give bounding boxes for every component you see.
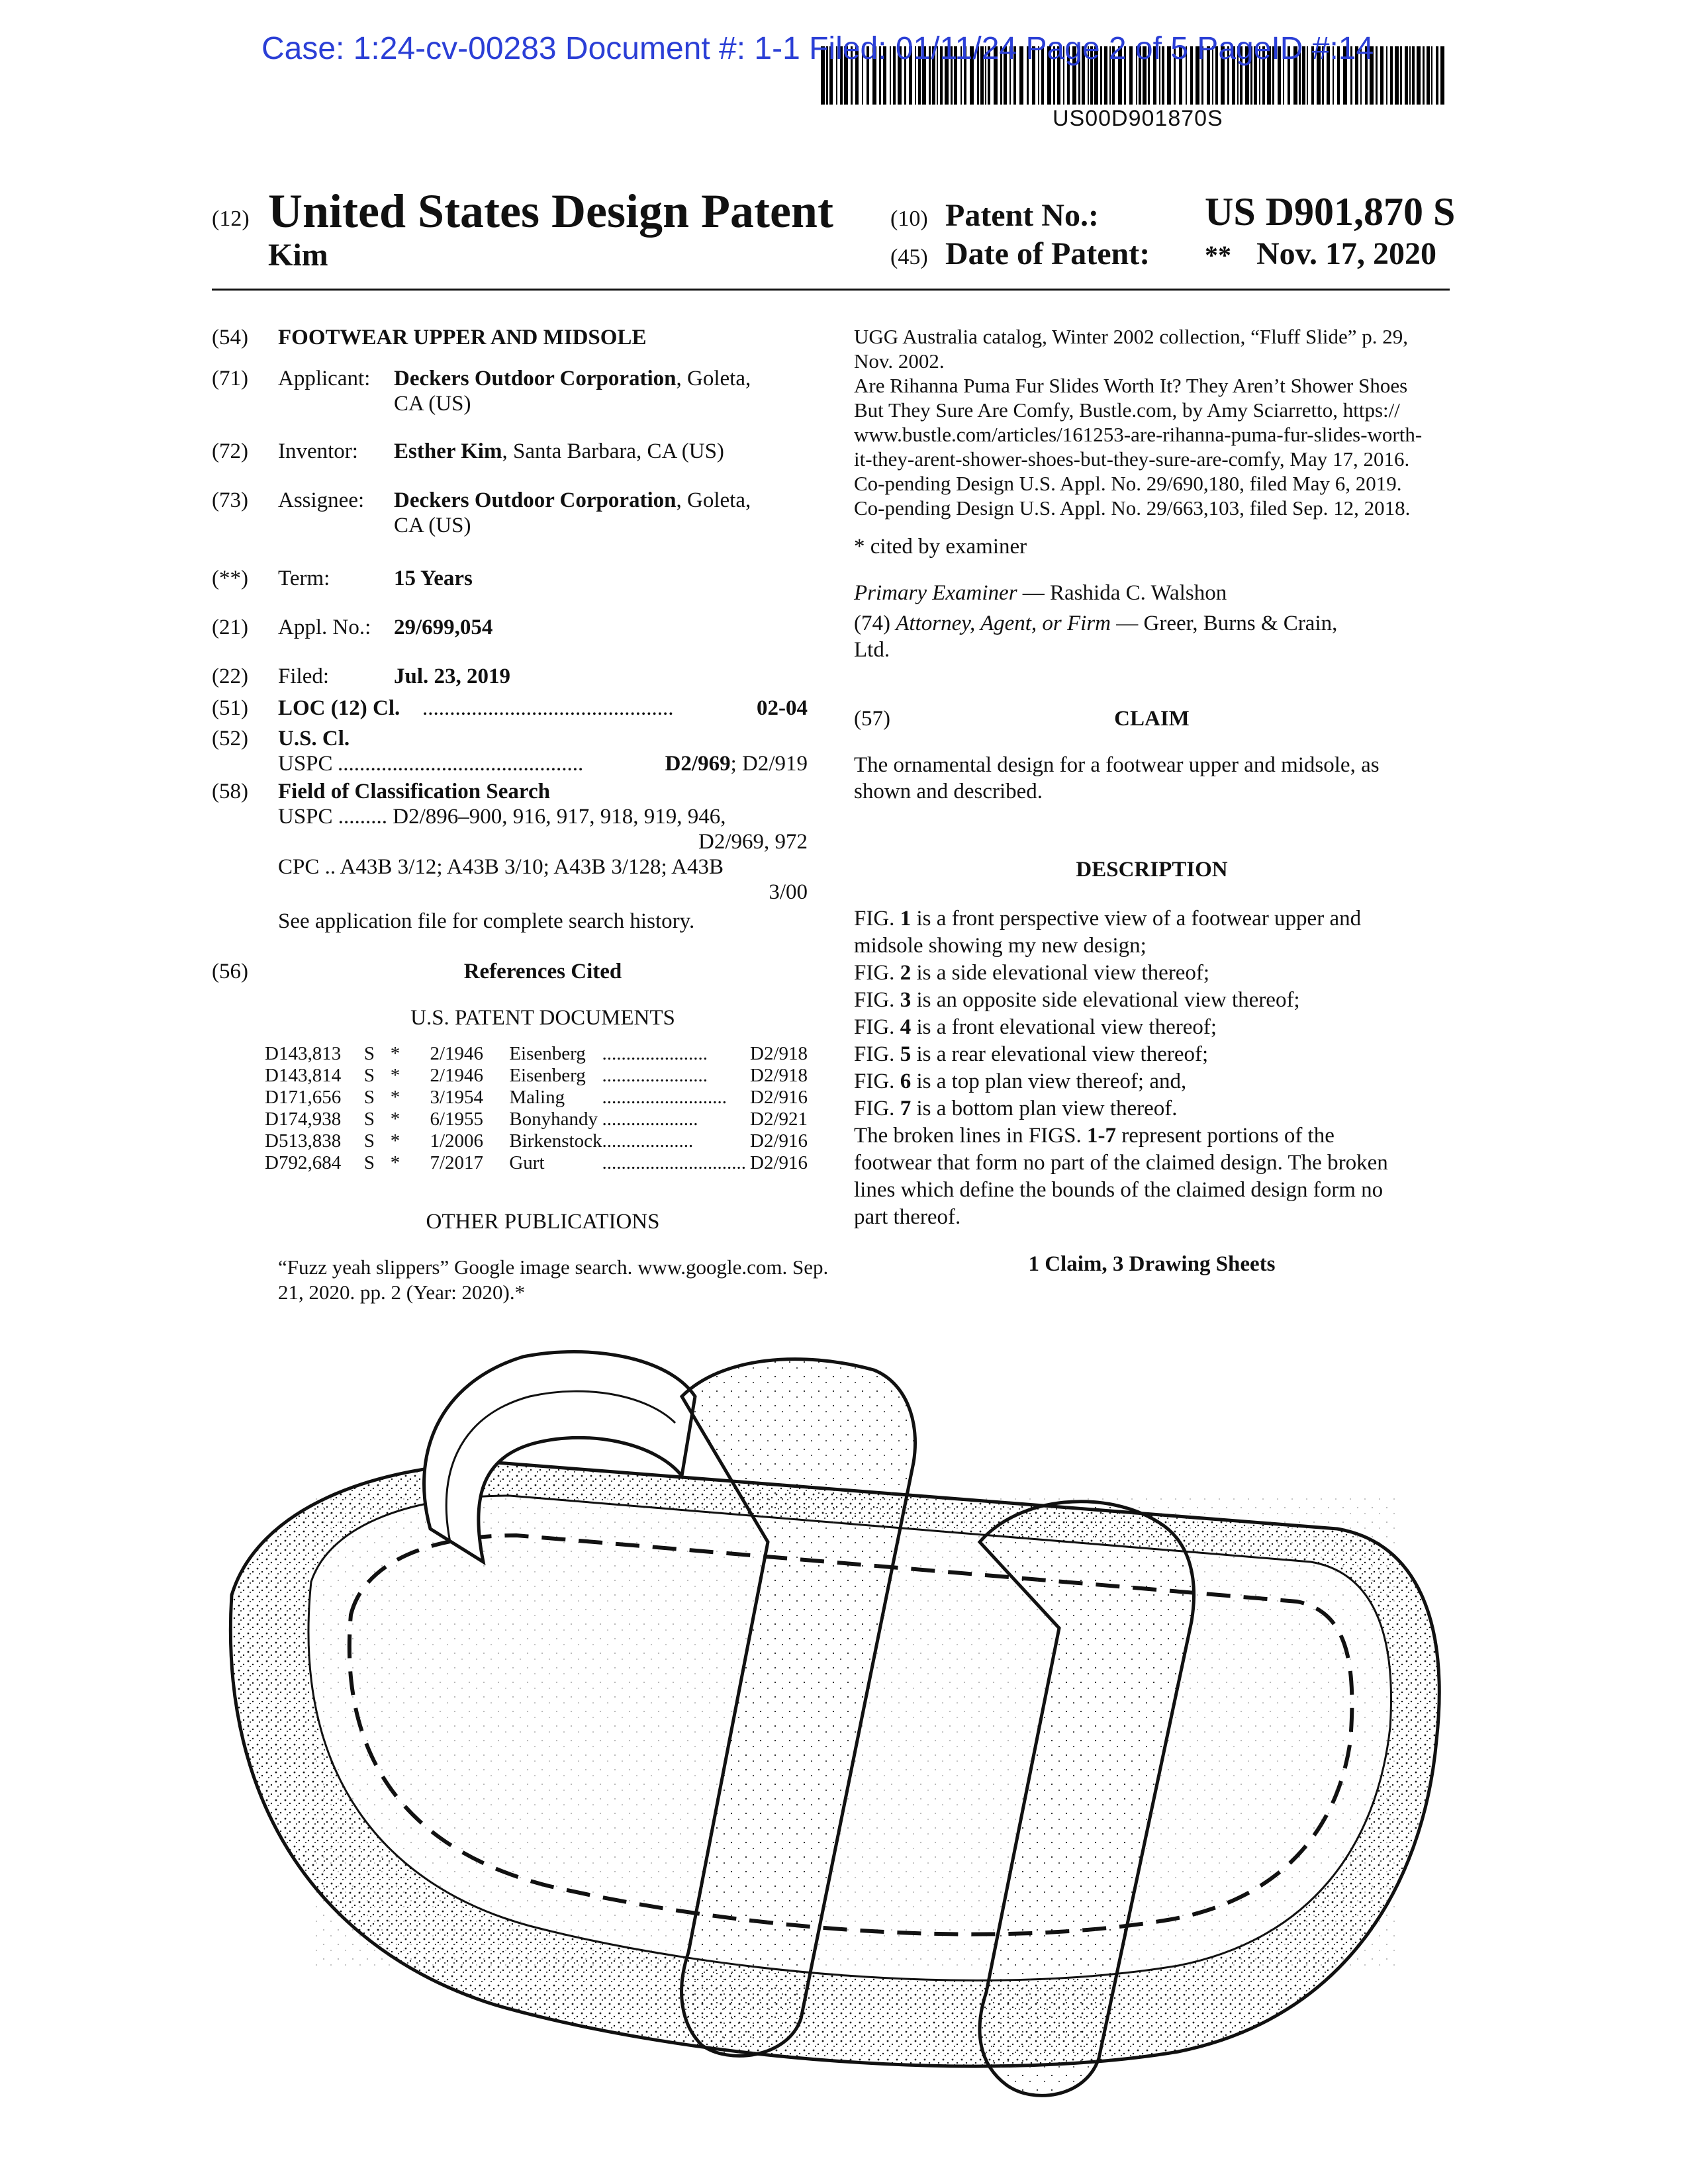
pub-line: it-they-arent-shower-shoes-but-they-sure-are-comfy, May 17, 2016. <box>854 447 1410 471</box>
description-text-part: footwear that form no part of the claimed design. The broken <box>854 1151 1388 1175</box>
description-text-part: is a top plan view thereof; and, <box>911 1069 1187 1093</box>
publications-list <box>854 324 1450 520</box>
ref-dots: .................... <box>602 1109 698 1130</box>
us-patent-documents-heading: U.S. PATENT DOCUMENTS <box>410 1006 675 1030</box>
ref-name: Eisenberg <box>509 1043 586 1064</box>
description-text-part: FIG. <box>854 1069 900 1093</box>
ref-class: D2/918 <box>750 1065 808 1086</box>
description-line <box>854 1150 1450 1177</box>
ref-kind: S <box>363 1043 375 1064</box>
reference-row <box>265 1043 808 1065</box>
field-74-num: (74) <box>854 612 890 635</box>
ref-dots: .............................. <box>602 1152 746 1173</box>
ref-dots: ...................... <box>602 1065 708 1086</box>
appl-no-label: Appl. No.: <box>278 615 371 639</box>
pub-line: UGG Australia catalog, Winter 2002 collection, “Fluff Slide” p. 29, <box>854 325 1409 348</box>
ref-class: D2/918 <box>750 1043 808 1064</box>
field-71-num: (71) <box>212 367 248 390</box>
field-22-num: (22) <box>212 664 248 688</box>
description-line <box>854 1204 1450 1231</box>
description-text-part: is a side elevational view thereof; <box>911 961 1210 985</box>
description-text-part: is a front elevational view thereof; <box>911 1015 1217 1039</box>
description-text-part: FIG. <box>854 1015 900 1039</box>
description-text-part: FIG. <box>854 988 900 1012</box>
description-text-part: is a front perspective view of a footwear upper and <box>911 907 1362 931</box>
ref-number: D174,938 <box>265 1109 342 1130</box>
search-cpc-line: CPC .. A43B 3/12; A43B 3/10; A43B 3/128; A43B <box>278 855 724 879</box>
description-text-part: lines which define the bounds of the claimed design form no <box>854 1178 1383 1202</box>
barcode-bar <box>1395 46 1399 105</box>
ref-name: Maling <box>509 1087 565 1108</box>
figure-number: 1-7 <box>1086 1124 1116 1148</box>
ref-date: 7/2017 <box>430 1152 484 1173</box>
ref-class: D2/916 <box>750 1152 808 1173</box>
pub-line: Nov. 2002. <box>854 349 945 373</box>
inventor-name: Esther Kim <box>394 439 502 463</box>
description-line <box>854 1068 1450 1095</box>
field-72-num: (72) <box>212 439 248 463</box>
other-publications-heading: OTHER PUBLICATIONS <box>426 1210 660 1234</box>
ref-number: D143,814 <box>265 1065 342 1086</box>
attorney-label: Attorney, Agent, or Firm <box>896 612 1111 635</box>
ref-star: * <box>390 1065 400 1086</box>
code-45: (45) <box>890 245 928 269</box>
description-text-part: is a bottom plan view thereof. <box>911 1097 1178 1120</box>
pub-line: Co-pending Design U.S. Appl. No. 29/690,180, filed May 6, 2019. <box>854 472 1402 495</box>
description-line <box>854 1122 1450 1150</box>
field-52-num: (52) <box>212 727 248 751</box>
ref-number: D792,684 <box>265 1152 342 1173</box>
ref-date: 2/1946 <box>430 1043 484 1064</box>
applicant-name: Deckers Outdoor Corporation <box>394 367 677 390</box>
ref-name: Eisenberg <box>509 1065 586 1086</box>
search-history-note: See application file for complete search history. <box>278 909 695 933</box>
uspc-primary: D2/969 <box>665 752 731 776</box>
barcode-bar <box>1405 46 1408 105</box>
pub-line: Co-pending Design U.S. Appl. No. 29/663,103, filed Sep. 12, 2018. <box>854 496 1411 520</box>
date-of-patent-label: Date of Patent: <box>945 236 1150 271</box>
description-text-part: part thereof. <box>854 1205 961 1229</box>
primary-examiner-label: Primary Examiner <box>854 581 1017 605</box>
ref-star: * <box>390 1043 400 1064</box>
uspc-secondary: ; D2/919 <box>730 752 808 776</box>
reference-row <box>265 1065 808 1087</box>
description-text-part: is an opposite side elevational view thereof; <box>911 988 1300 1012</box>
ref-name: Birkenstock <box>509 1130 602 1152</box>
field-search-label: Field of Classification Search <box>278 780 550 803</box>
description-line <box>854 987 1450 1014</box>
applicant-label: Applicant: <box>278 367 371 390</box>
reference-row <box>265 1087 808 1109</box>
description-text-part: FIG. <box>854 1097 900 1120</box>
ref-name: Bonyhandy <box>509 1109 598 1130</box>
description-text-part: midsole showing my new design; <box>854 934 1147 958</box>
figure-number: 5 <box>900 1042 912 1066</box>
references-table <box>265 1043 808 1174</box>
ref-date: 1/2006 <box>430 1130 484 1152</box>
barcode-bar <box>1427 46 1430 105</box>
barcode-bar <box>1409 46 1411 105</box>
barcode-bar <box>1423 46 1425 105</box>
search-cpc-line2: 3/00 <box>769 880 808 904</box>
barcode-bar <box>1386 46 1387 105</box>
design-title: FOOTWEAR UPPER AND MIDSOLE <box>278 326 647 349</box>
claim-heading: CLAIM <box>1114 707 1190 731</box>
description-text-part: FIG. <box>854 907 900 931</box>
assignee-location-2: CA (US) <box>394 514 471 537</box>
ref-date: 2/1946 <box>430 1065 484 1086</box>
ref-number: D143,813 <box>265 1043 342 1064</box>
code-10: (10) <box>890 206 928 231</box>
ref-kind: S <box>363 1152 375 1173</box>
figure-number: 4 <box>900 1015 912 1039</box>
barcode-bar <box>1436 46 1438 105</box>
ref-star: * <box>390 1109 400 1130</box>
appl-no-value: 29/699,054 <box>394 615 493 639</box>
field-54-num: (54) <box>212 326 248 349</box>
loc-label: LOC (12) Cl. <box>278 696 400 720</box>
description-text-part: FIG. <box>854 1042 900 1066</box>
ref-star: * <box>390 1087 400 1108</box>
ref-number: D171,656 <box>265 1087 342 1108</box>
field-21-num: (21) <box>212 615 248 639</box>
field-56-num: (56) <box>212 960 248 983</box>
claims-summary: 1 Claim, 3 Drawing Sheets <box>1028 1252 1276 1276</box>
references-cited-heading: References Cited <box>463 960 622 983</box>
pub-line: Are Rihanna Puma Fur Slides Worth It? They Aren’t Shower Shoes <box>854 374 1408 397</box>
barcode-bar <box>1417 46 1421 105</box>
barcode-bar <box>1400 46 1402 105</box>
figure-number: 3 <box>900 988 912 1012</box>
other-pub-line: 21, 2020. pp. 2 (Year: 2020).* <box>278 1281 526 1304</box>
other-pub-line: “Fuzz yeah slippers” Google image search. www.google.com. Sep. <box>278 1255 829 1279</box>
barcode-bar <box>1390 46 1393 105</box>
reference-row <box>265 1109 808 1130</box>
ref-name: Gurt <box>509 1152 545 1173</box>
inventor-location: , Santa Barbara, CA (US) <box>502 439 724 463</box>
reference-row <box>265 1130 808 1152</box>
left-column <box>212 324 829 1305</box>
date-stars: ** <box>1205 240 1231 270</box>
search-uspc-line: USPC ......... D2/896–900, 916, 917, 918, 919, 946, <box>278 805 726 829</box>
figure-number: 2 <box>900 961 912 985</box>
claim-text: The ornamental design for a footwear upper and midsole, as <box>854 753 1380 777</box>
description-text-part: represent portions of the <box>1115 1124 1335 1148</box>
assignee-label: Assignee: <box>278 488 365 512</box>
attorney-name: — Greer, Burns & Crain, <box>1111 612 1338 635</box>
ref-date: 6/1955 <box>430 1109 484 1130</box>
ref-class: D2/916 <box>750 1087 808 1108</box>
description-line <box>854 905 1450 933</box>
barcode-bar <box>1431 46 1432 105</box>
header-rule <box>212 289 1450 291</box>
filed-label: Filed: <box>278 664 330 688</box>
loc-value: 02-04 <box>757 696 808 720</box>
right-column <box>854 324 1450 1277</box>
primary-examiner-name: — Rashida C. Walshon <box>1017 581 1227 605</box>
barcode-bar <box>1440 46 1444 105</box>
description-text <box>854 905 1450 1231</box>
pub-line: But They Sure Are Comfy, Bustle.com, by Amy Sciarretto, https:// <box>854 398 1400 422</box>
description-line <box>854 1095 1450 1122</box>
figure-number: 6 <box>900 1069 912 1093</box>
ref-kind: S <box>363 1109 375 1130</box>
description-line <box>854 1014 1450 1041</box>
filed-value: Jul. 23, 2019 <box>394 664 511 688</box>
pub-line: www.bustle.com/articles/161253-are-rihanna-puma-fur-slides-worth- <box>854 423 1423 446</box>
barcode-bar <box>1376 46 1378 105</box>
ref-star: * <box>390 1130 400 1152</box>
ref-kind: S <box>363 1087 375 1108</box>
description-line <box>854 1041 1450 1068</box>
ref-kind: S <box>363 1065 375 1086</box>
description-text-part: is a rear elevational view thereof; <box>911 1042 1209 1066</box>
barcode-number: US00D901870S <box>1053 106 1223 131</box>
ref-dots: .......................... <box>602 1087 727 1108</box>
patent-number: US D901,870 S <box>1205 190 1456 234</box>
field-57-num: (57) <box>854 707 890 731</box>
inventor-label: Inventor: <box>278 439 358 463</box>
description-text-part: FIG. <box>854 961 900 985</box>
uspc-label: USPC <box>278 752 333 776</box>
search-uspc-line2: D2/969, 972 <box>698 830 808 854</box>
field-51-num: (51) <box>212 696 248 720</box>
description-text-part: The broken lines in FIGS. <box>854 1124 1087 1148</box>
attorney-name-2: Ltd. <box>854 638 890 662</box>
assignee-location: , Goleta, <box>676 488 751 512</box>
assignee-name: Deckers Outdoor Corporation <box>394 488 677 512</box>
uspc-dots: ............................................. <box>338 752 584 776</box>
term-value: 15 Years <box>394 567 473 590</box>
code-12: (12) <box>212 206 250 231</box>
term-label: Term: <box>278 567 330 590</box>
applicant-location-2: CA (US) <box>394 392 471 416</box>
term-num: (**) <box>212 567 248 590</box>
ref-kind: S <box>363 1130 375 1152</box>
loc-dots: .............................................. <box>422 696 674 720</box>
cited-by-examiner-note: * cited by examiner <box>854 535 1027 559</box>
us-cl-label: U.S. Cl. <box>278 727 350 751</box>
claim-text: shown and described. <box>854 780 1043 803</box>
ref-class: D2/916 <box>750 1130 808 1152</box>
ref-dots: ................... <box>602 1130 694 1152</box>
field-58-num: (58) <box>212 780 248 803</box>
patent-no-label: Patent No.: <box>945 198 1099 233</box>
ref-dots: ...................... <box>602 1043 708 1064</box>
barcode-bar <box>1412 46 1415 105</box>
ref-date: 3/1954 <box>430 1087 484 1108</box>
ref-class: D2/921 <box>750 1109 808 1130</box>
figure-number: 1 <box>900 907 912 931</box>
barcode-bar <box>1380 46 1383 105</box>
description-line <box>854 960 1450 987</box>
footwear-design-drawing <box>218 1343 1450 2138</box>
inventor-surname: Kim <box>268 238 328 273</box>
case-header: Case: 1:24-cv-00283 Document #: 1-1 Filed: 01/11/24 Page 2 of 5 PageID #:14 <box>261 31 1374 66</box>
ref-star: * <box>390 1152 400 1173</box>
description-line <box>854 1177 1450 1204</box>
ref-number: D513,838 <box>265 1130 342 1152</box>
applicant-location: , Goleta, <box>676 367 751 390</box>
patent-type-title: United States Design Patent <box>268 185 833 238</box>
reference-row <box>265 1152 808 1174</box>
field-73-num: (73) <box>212 488 248 512</box>
date-of-patent: Nov. 17, 2020 <box>1256 236 1437 271</box>
description-line <box>854 933 1450 960</box>
description-heading: DESCRIPTION <box>1076 858 1228 882</box>
figure-number: 7 <box>900 1097 912 1120</box>
